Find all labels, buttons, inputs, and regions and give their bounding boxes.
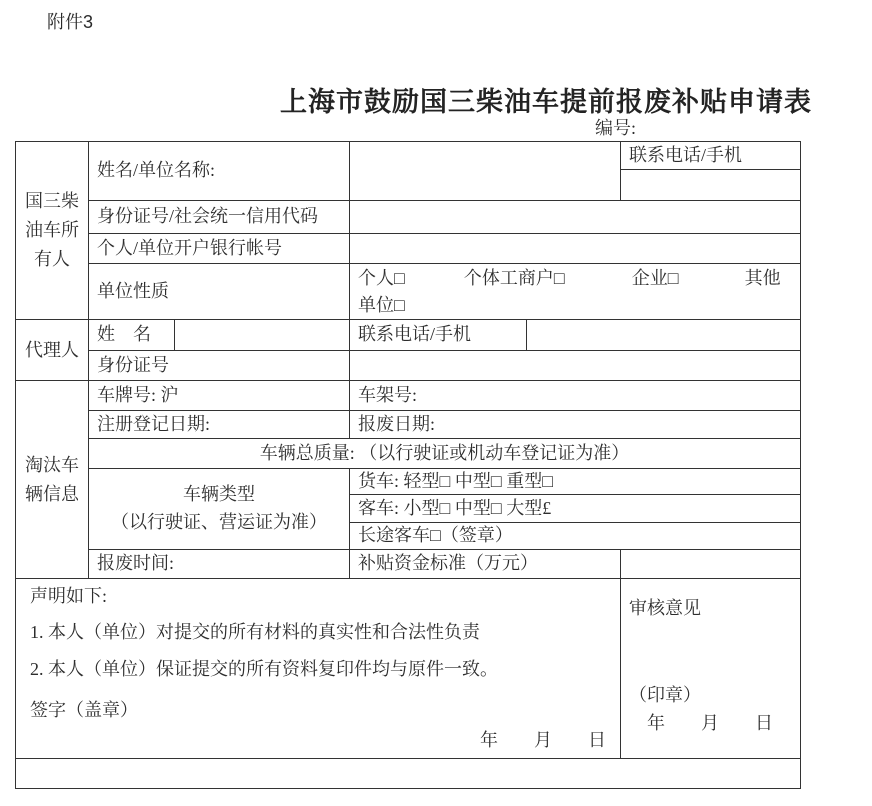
owner-contact-value-cell: [621, 170, 801, 201]
table-row: [16, 411, 801, 439]
table-row: [16, 264, 801, 320]
agent-name-value-cell: [175, 320, 350, 351]
agent-id-value-cell: [350, 351, 801, 381]
vehicle-type-label: [89, 469, 350, 550]
page-title: 上海市鼓励国三柴油车提前报废补贴申请表: [280, 87, 812, 117]
checkbox-option-other-unit: 其他单位□: [358, 267, 781, 315]
unit-nature-label: 单位性质: [89, 264, 350, 320]
scrap-time-label: 报废时间:: [89, 550, 350, 579]
declaration-cell: [16, 579, 621, 759]
spacer: [565, 283, 632, 284]
table-row: [16, 758, 801, 788]
signature-label: 签字（盖章）: [30, 700, 138, 721]
owner-name-value-cell: [350, 142, 621, 201]
plate-number-label: 车牌号: 沪: [89, 381, 350, 411]
owner-name-label: 姓名/单位名称:: [89, 142, 350, 201]
owner-credit-label: 身份证号/社会统一信用代码: [89, 201, 350, 234]
vehicle-section-header: 淘汰车辆信息: [16, 381, 89, 579]
empty-bottom-cell: [16, 758, 801, 788]
checkbox-option-individual: 个人□: [358, 267, 405, 288]
table-row: [16, 201, 801, 234]
serial-number-label: 编号:: [595, 118, 637, 138]
table-row: [16, 469, 801, 495]
declaration-date-line: 年 月 日: [480, 729, 607, 750]
checkbox-option-self-employed: 个体工商户□: [463, 267, 565, 288]
table-row: [16, 381, 801, 411]
table-row: [16, 320, 801, 351]
scrap-date-label: 报废日期:: [350, 411, 801, 439]
table-row: [16, 142, 801, 170]
vehicle-type-label-line2: （以行驶证、营运证为准）: [111, 512, 327, 532]
owner-credit-value-cell: [350, 201, 801, 234]
owner-bank-label: 个人/单位开户银行帐号: [89, 234, 350, 264]
owner-section-header: 国三柴油车所有人: [16, 142, 89, 320]
vehicle-type-label-line1: 车辆类型: [183, 484, 255, 505]
table-row: [16, 550, 801, 579]
table-row: [16, 439, 801, 469]
register-date-label: 注册登记日期:: [89, 411, 350, 439]
declaration-item-1: 1. 本人（单位）对提交的所有材料的真实性和合法性负责: [30, 622, 480, 643]
seal-label: （印章）: [629, 685, 702, 706]
agent-id-label: 身份证号: [89, 351, 350, 381]
subsidy-standard-label: 补贴资金标准（万元）: [350, 550, 621, 579]
agent-contact-label: 联系电话/手机: [350, 320, 527, 351]
spacer: [405, 283, 464, 284]
table-row: [16, 234, 801, 264]
declaration-heading: 声明如下:: [30, 586, 108, 606]
subsidy-value-cell: [621, 550, 801, 579]
review-opinion-cell: [621, 579, 801, 759]
review-date-line: 年 月 日: [647, 712, 774, 733]
owner-contact-label: 联系电话/手机: [621, 142, 801, 170]
vin-label: 车架号:: [350, 381, 801, 411]
application-form-table: [15, 141, 801, 789]
gross-mass-label: 车辆总质量: （以行驶证或机动车登记证为准）: [89, 439, 801, 469]
unit-nature-options: [358, 265, 794, 319]
table-row: [16, 579, 801, 759]
agent-name-label: 姓 名: [89, 320, 175, 351]
review-opinion-heading: 审核意见: [629, 598, 702, 618]
table-row: [16, 351, 801, 381]
checkbox-option-enterprise: 企业□: [631, 267, 679, 288]
spacer: [679, 283, 745, 284]
coach-option: 长途客车□（签章）: [350, 523, 801, 550]
bus-options: 客车: 小型□ 中型□ 大型£: [350, 495, 801, 523]
declaration-item-2: 2. 本人（单位）保证提交的所有资料复印件均与原件一致。: [30, 658, 498, 679]
agent-section-header: 代理人: [16, 320, 89, 381]
agent-contact-value-cell: [527, 320, 801, 351]
unit-nature-options-cell: [350, 264, 801, 320]
truck-options: 货车: 轻型□ 中型□ 重型□: [350, 469, 801, 495]
attachment-label: 附件3: [47, 12, 94, 32]
owner-bank-value-cell: [350, 234, 801, 264]
